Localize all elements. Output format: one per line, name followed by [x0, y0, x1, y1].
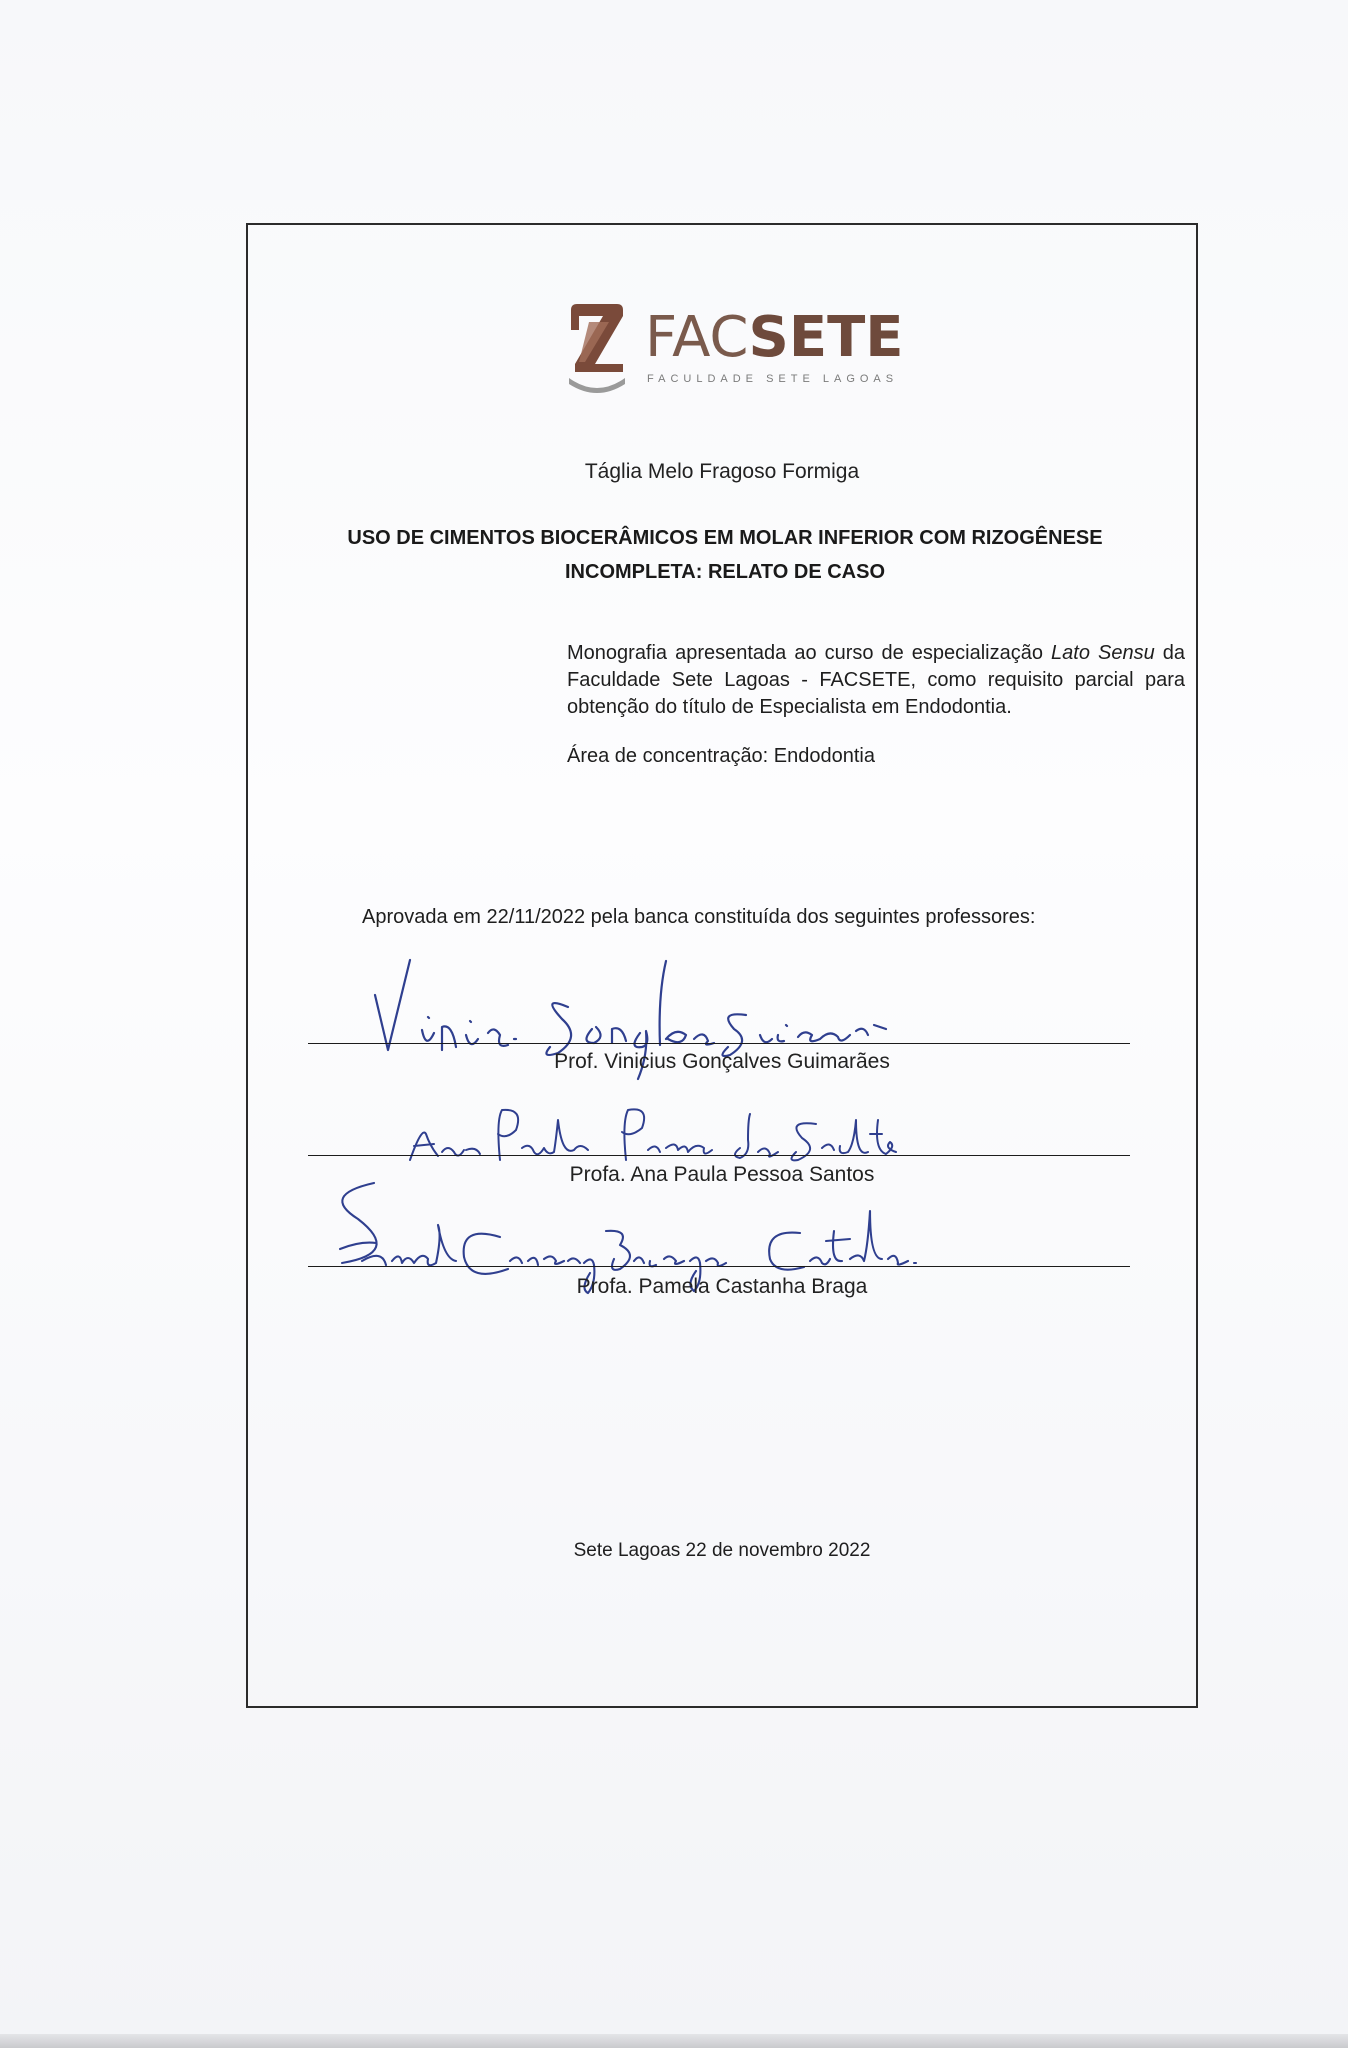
signature-line-1	[308, 1043, 1130, 1044]
place-and-date: Sete Lagoas 22 de novembro 2022	[573, 1540, 871, 1561]
signature-line-2	[308, 1155, 1130, 1156]
signature-line-3	[308, 1266, 1130, 1267]
monograph-title: USO DE CIMENTOS BIOCERÂMICOS EM MOLAR INFERIOR COM RIZOGÊNESE INCOMPLETA: RELATO DE CASO	[347, 527, 1103, 583]
monograph-description-part2: da Faculdade Sete Lagoas - FACSETE, como requisito parcial para obtenção do título de Especialista em Endodontia.	[567, 642, 1185, 718]
logo-wordmark-fac: FAC	[645, 305, 749, 370]
concentration-area: Área de concentração: Endodontia	[567, 745, 875, 767]
monograph-description-part1: Monografia apresentada ao curso de especialização	[567, 642, 1052, 664]
facsete-logo	[565, 300, 904, 400]
lato-sensu-italic: Lato Sensu	[1051, 642, 1155, 664]
logo-subtitle: FACULDADE SETE LAGOAS	[647, 373, 899, 385]
signature-1-handwriting	[330, 955, 1010, 1095]
monograph-description	[567, 640, 1185, 721]
logo-wordmark-sete: SETE	[748, 305, 904, 370]
logo-wordmark	[645, 305, 904, 370]
approval-statement: Aprovada em 22/11/2022 pela banca constituída dos seguintes professores:	[362, 906, 1036, 928]
facsete-logo-icon	[565, 300, 629, 396]
author-name: Táglia Melo Fragoso Formiga	[584, 460, 860, 483]
examiner-3-name: Profa. Pamela Castanha Braga	[576, 1275, 868, 1298]
examiner-1-name: Prof. Vinicius Gonçalves Guimarães	[554, 1050, 890, 1073]
signature-2-handwriting	[330, 1090, 1010, 1170]
examiner-2-name: Profa. Ana Paula Pessoa Santos	[569, 1163, 875, 1186]
scan-bottom-edge	[0, 2034, 1348, 2048]
